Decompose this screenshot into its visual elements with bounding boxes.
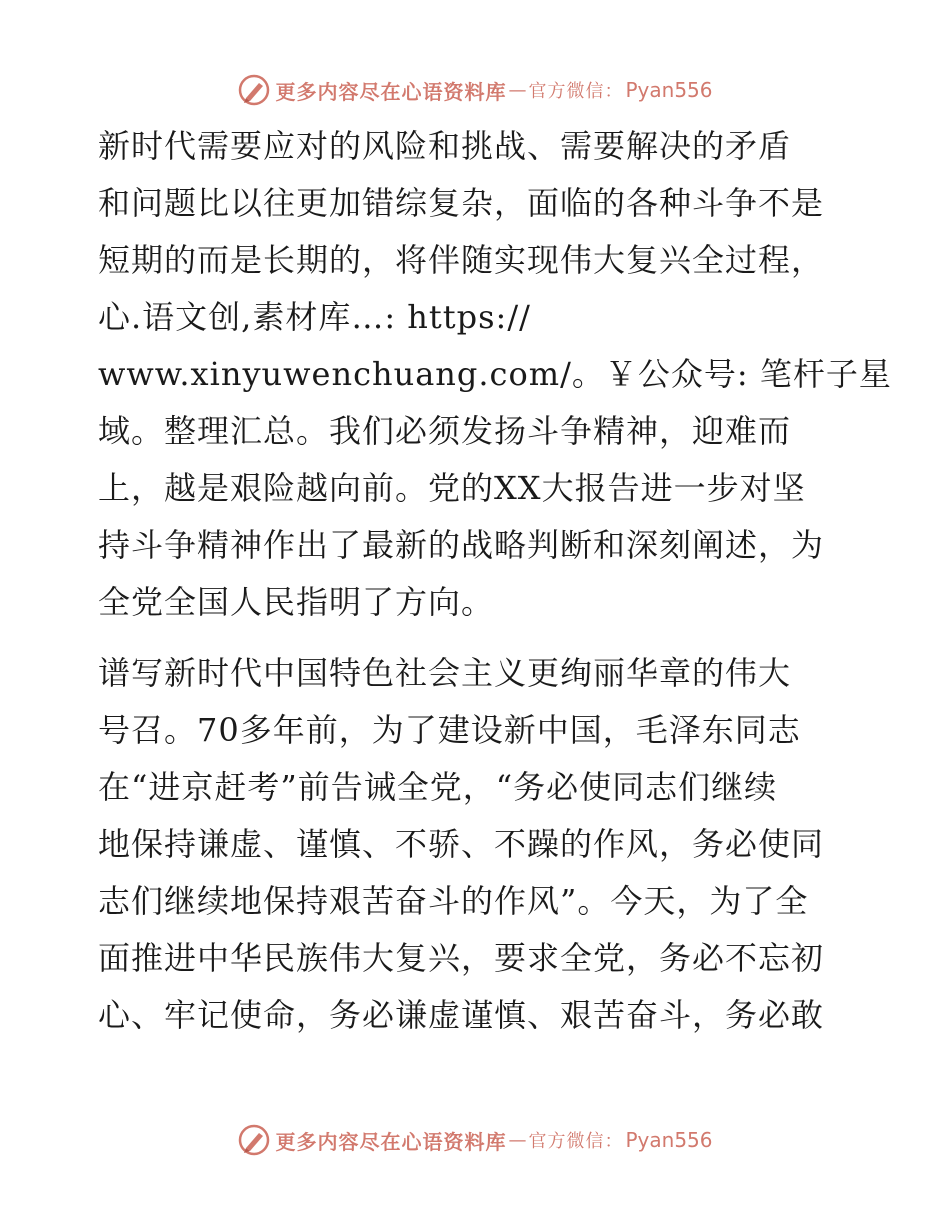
- paragraph-line: 在“进京赶考”前告诫全党，“务必使同志们继续: [98, 768, 778, 806]
- paragraph-line: 谱写新时代中国特色社会主义更绚丽华章的伟大: [98, 654, 792, 692]
- paragraph-1: [98, 118, 892, 631]
- banner-main-text: 更多内容尽在心语资料库: [275, 1129, 507, 1154]
- paragraph-2: [98, 645, 858, 1044]
- paragraph-line: 和问题比以往更加错综复杂，面临的各种斗争不是: [98, 184, 825, 222]
- banner-dash: —: [508, 1129, 527, 1151]
- banner-main-text: 更多内容尽在心语资料库: [275, 79, 507, 104]
- paragraph-line: 志们继续地保持艰苦奋斗的作风”。今天，为了全: [98, 882, 809, 920]
- banner-sub-text: 官方微信：: [528, 1131, 624, 1152]
- paragraph-line: 新时代需要应对的风险和挑战、需要解决的矛盾: [98, 127, 792, 165]
- paragraph-line: 域。整理汇总。我们必须发扬斗争精神，迎难而: [98, 412, 792, 450]
- header-watermark-banner: [0, 72, 950, 108]
- paragraph-line: 上，越是艰险越向前。党的XX大报告进一步对坚: [98, 469, 806, 507]
- pen-circle-logo-icon: [237, 73, 271, 107]
- banner-wechat-id: Pyan556: [625, 1128, 713, 1152]
- paragraph-line: www.xinyuwenchuang.com/。￥公众号: 笔杆子星: [98, 355, 892, 393]
- paragraph-line: 持斗争精神作出了最新的战略判断和深刻阐述，为: [98, 526, 825, 564]
- banner-dash: —: [508, 79, 527, 101]
- document-body: [98, 118, 892, 1058]
- paragraph-line: 号召。70多年前，为了建设新中国，毛泽东同志: [98, 711, 801, 749]
- paragraph-line: 心、牢记使命，务必谦虚谨慎、艰苦奋斗，务必敢: [98, 996, 825, 1034]
- paragraph-line: 短期的而是长期的，将伴随实现伟大复兴全过程，: [98, 241, 825, 279]
- banner-sub-text: 官方微信：: [528, 81, 624, 102]
- paragraph-line: 地保持谦虚、谨慎、不骄、不躁的作风，务必使同: [98, 825, 825, 863]
- pen-circle-logo-icon: [237, 1123, 271, 1157]
- paragraph-line: 心.语文创,素材库…: https://: [98, 298, 531, 336]
- banner-wechat-id: Pyan556: [625, 78, 713, 102]
- paragraph-line: 面推进中华民族伟大复兴，要求全党，务必不忘初: [98, 939, 825, 977]
- footer-watermark-banner: [0, 1122, 950, 1158]
- paragraph-line: 全党全国人民指明了方向。: [98, 583, 495, 621]
